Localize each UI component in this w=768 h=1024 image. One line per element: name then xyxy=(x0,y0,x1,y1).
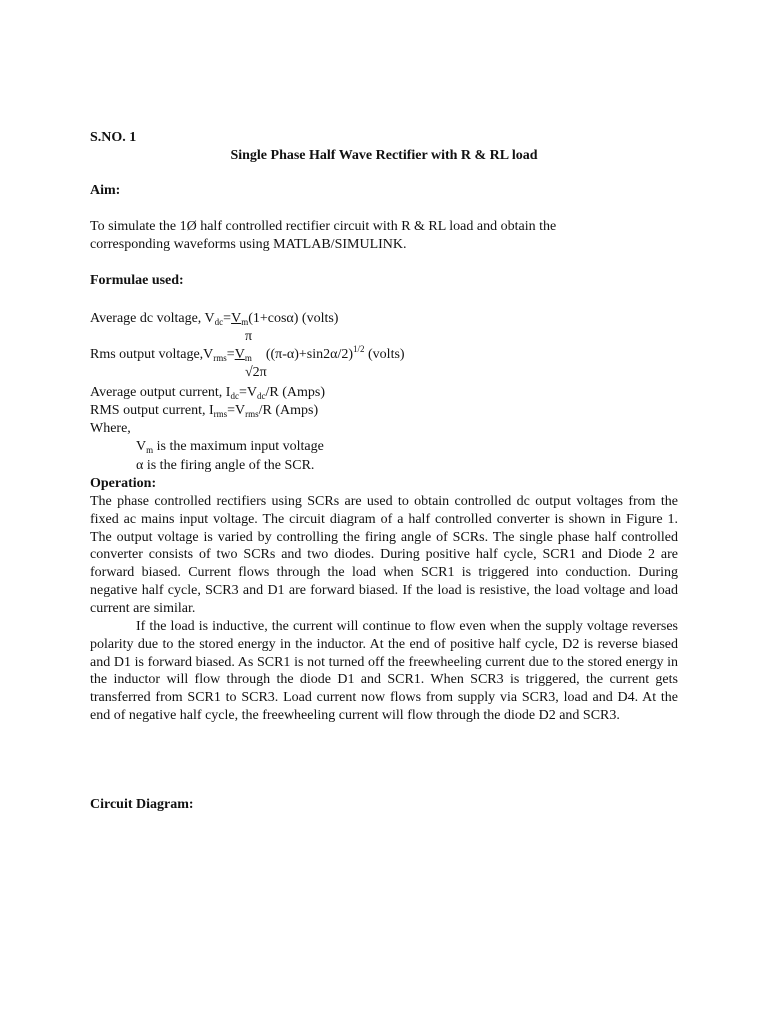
subscript-rms: rms xyxy=(213,353,227,363)
numerator-vm: $V_m$ xyxy=(231,311,249,327)
denominator-pi: π xyxy=(245,329,253,344)
aim-text-line-1: To simulate the 1Ø half controlled rectifier circuit with R & RL load and obtain the xyxy=(90,219,557,234)
superscript-half: 1/2 xyxy=(353,344,365,354)
formula-label: RMS output current, I xyxy=(90,403,214,418)
document-title: Single Phase Half Wave Rectifier with R & RL load xyxy=(230,148,538,163)
serial-number: S.NO. 1 xyxy=(90,130,137,145)
formula-label: Average output current, I xyxy=(90,385,231,400)
formulae-heading: Formulae used: xyxy=(90,273,184,288)
formula-expression: ((π-α)+sin2α/2) xyxy=(265,347,353,362)
subscript-dc: dc xyxy=(214,317,224,327)
formula-rms-output-voltage xyxy=(90,346,405,364)
formula-remainder: /R (Amps) xyxy=(258,403,319,418)
formula-middle: =V xyxy=(227,403,246,418)
numerator-vm: $V_m$ xyxy=(234,347,252,363)
equals-sign: = xyxy=(223,311,232,326)
formula-remainder: /R (Amps) xyxy=(265,385,325,400)
subscript-rms: rms xyxy=(213,409,228,419)
alpha-definition: α is the firing angle of the SCR. xyxy=(136,458,315,473)
where-label: Where, xyxy=(90,421,131,436)
formula-rms-output-current xyxy=(90,402,318,420)
circuit-diagram-heading: Circuit Diagram: xyxy=(90,797,194,812)
denominator-root-2pi: √2π xyxy=(245,365,267,380)
formula-middle: =V xyxy=(238,385,257,400)
formula-average-dc-voltage xyxy=(90,310,338,328)
formula-remainder: (1+cosα) (volts) xyxy=(248,311,339,326)
formula-average-output-current xyxy=(90,384,325,402)
formula-units: (volts) xyxy=(364,347,405,362)
operation-paragraph-2: If the load is inductive, the current will continue to flow even when the supply voltage reverses polarity due to the stored energy in the inductor. At the end of positive half cycle, D2 is reverse biased and D1 is forward biased. As SCR1 is not turned off the freewheeling current due to the stored energy in the inductor will flow through the diode D1 and SCR1. When SCR3 is triggered, the current gets transferred from SCR1 to SCR3. Load current now flows from supply via SCR3, load and D4. At the end of negative half cycle, the freewheeling current will flow through the diode D2 and SCR3. xyxy=(90,619,678,723)
subscript-rms: rms xyxy=(245,409,259,419)
formula-label: Average dc voltage, V xyxy=(90,311,215,326)
operation-heading: Operation: xyxy=(90,476,157,491)
vm-definition: $V_m$ is the maximum input voltage xyxy=(136,439,324,455)
aim-text-line-2: corresponding waveforms using MATLAB/SIMULINK. xyxy=(90,237,407,252)
equals-sign: = xyxy=(226,347,235,362)
subscript-dc: dc xyxy=(230,391,239,401)
subscript-dc: dc xyxy=(256,391,266,401)
aim-heading: Aim: xyxy=(90,183,121,198)
operation-paragraph-1: The phase controlled rectifiers using SCRs are used to obtain controlled dc output voltages from the fixed ac mains input voltage. The circuit diagram of a half controlled converter is shown in Figure 1. The output voltage is varied by controlling the firing angle of SCRs. The single phase half controlled converter consists of two SCRs and two diodes. During positive half cycle, SCR1 and Diode 2 are forward biased. Current flows through the load when SCR1 is triggered into conduction. During negative half cycle, SCR3 and D1 are forward biased. If the load is resistive, the load voltage and load current are similar. xyxy=(90,494,678,616)
formula-label: Rms output voltage,V xyxy=(90,347,214,362)
